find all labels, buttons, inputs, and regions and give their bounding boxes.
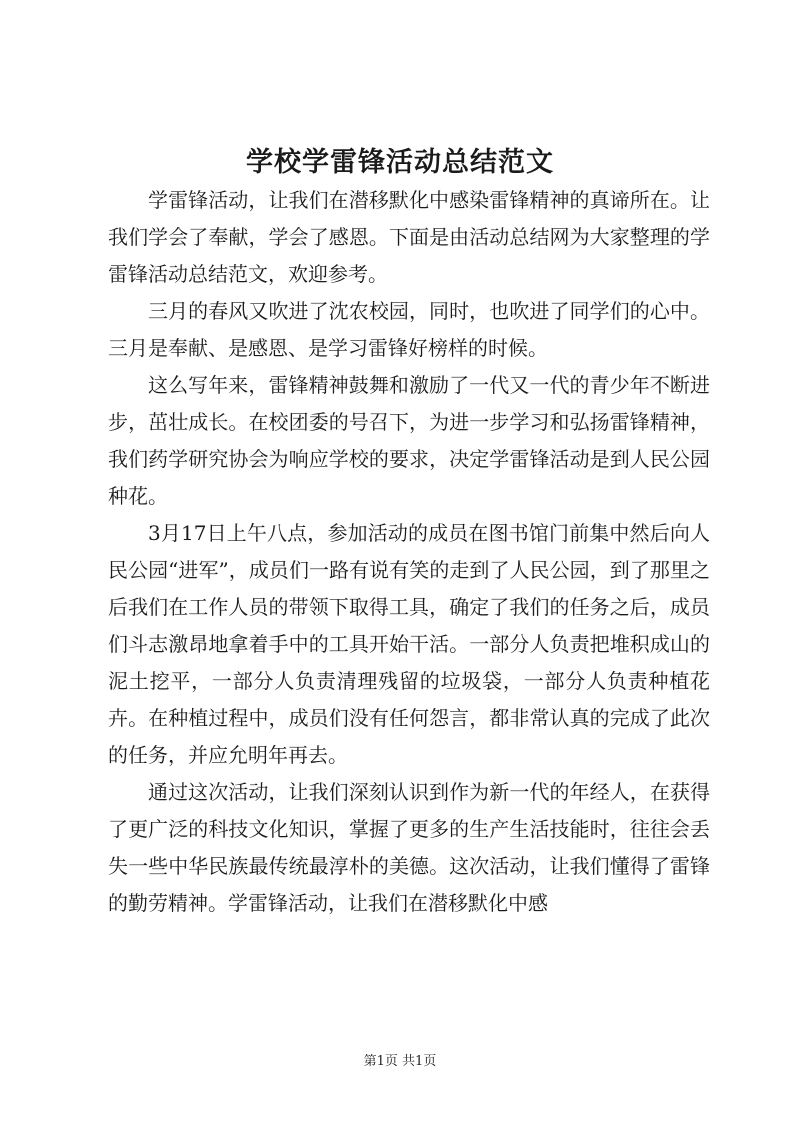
page-footer: 第1页 共1页	[363, 1054, 437, 1069]
paragraph-1: 学雷锋活动，让我们在潜移默化中感染雷锋精神的真谛所在。让我们学会了奉献，学会了感恩。下面是由活动总结网为大家整理的学雷锋活动总结范文，欢迎参考。	[108, 188, 710, 286]
paragraph-4: 3月17日上午八点，参加活动的成员在图书馆门前集中然后向人民公园“进军”，成员们一路有说有笑的走到了人民公园，到了那里之后我们在工作人员的带领下取得工具，确定了我们的任务之后，成员们斗志激昂地拿着手中的工具开始干活。一部分人负责把堆积成山的泥土挖平，一部分人负责清理残留的垃圾袋，一部分人负责种植花卉。在种植过程中，成员们没有任何怨言，都非常认真的完成了此次的任务，并应允明年再去。	[108, 521, 710, 767]
document-title: 学校学雷锋活动总结范文	[246, 147, 554, 178]
document-body	[108, 182, 710, 922]
paragraph-2: 三月的春风又吹进了沈农校园，同时，也吹进了同学们的心中。三月是奉献、是感恩、是学习雷锋好榜样的时候。	[108, 299, 710, 360]
paragraph-5: 通过这次活动，让我们深刻认识到作为新一代的年经人，在获得了更广泛的科技文化知识，掌握了更多的生产生活技能时，往往会丢失一些中华民族最传统最淳朴的美德。这次活动，让我们懂得了雷锋的勤劳精神。学雷锋活动，让我们在潜移默化中感	[108, 780, 710, 915]
paragraph-3: 这么写年来，雷锋精神鼓舞和激励了一代又一代的青少年不断进步，茁壮成长。在校团委的号召下，为进一步学习和弘扬雷锋精神，我们药学研究协会为响应学校的要求，决定学雷锋活动是到人民公园种花。	[108, 373, 710, 508]
